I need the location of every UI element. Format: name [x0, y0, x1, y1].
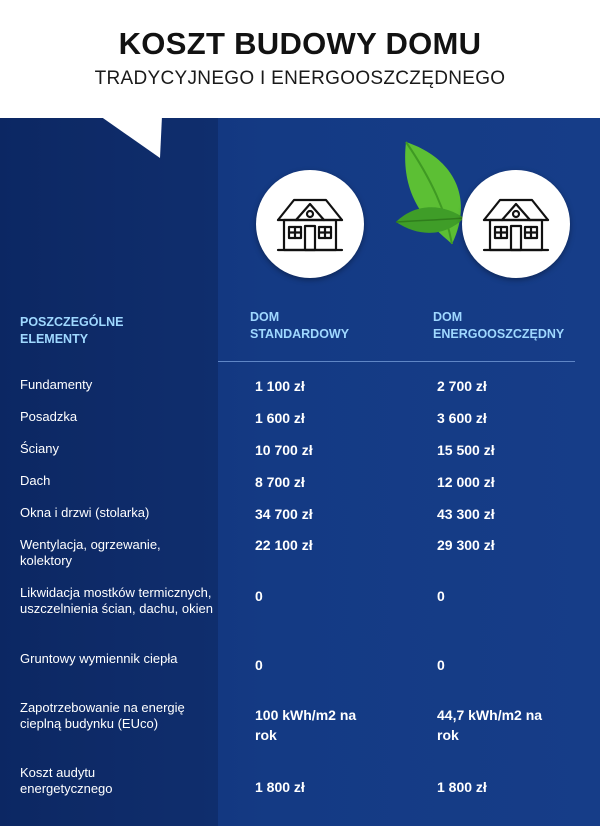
- value-standard: 1 600 zł: [255, 410, 305, 426]
- row-label: Gruntowy wymiennik ciepła: [20, 651, 178, 666]
- row-label: Posadzka: [20, 409, 78, 424]
- row-label: Ściany: [20, 441, 60, 456]
- header: [0, 0, 600, 118]
- row-label: Zapotrzebowanie na energię cieplną budynku (EUco): [20, 700, 185, 731]
- house-icon: [480, 192, 552, 256]
- value-eco: 0: [437, 657, 445, 673]
- column-header-standard: DOM STANDARDOWY: [250, 310, 350, 341]
- column-header-eco: DOM ENERGOOSZCZĘDNY: [433, 310, 565, 341]
- value-standard: 34 700 zł: [255, 506, 313, 522]
- value-eco: 29 300 zł: [437, 537, 495, 553]
- value-standard: 8 700 zł: [255, 474, 305, 490]
- house-icon-standard: [256, 170, 364, 278]
- value-standard: 100 kWh/m2 na rok: [255, 707, 357, 743]
- value-standard: 1 100 zł: [255, 378, 305, 394]
- value-eco: 1 800 zł: [437, 779, 487, 795]
- value-eco: 43 300 zł: [437, 506, 495, 522]
- row-label: Fundamenty: [20, 377, 93, 392]
- value-eco: 15 500 zł: [437, 442, 495, 458]
- house-icon-eco: [462, 170, 570, 278]
- column-header-elements: POSZCZEGÓLNE ELEMENTY: [20, 315, 124, 346]
- value-standard: 1 800 zł: [255, 779, 305, 795]
- house-icon: [274, 192, 346, 256]
- value-standard: 22 100 zł: [255, 537, 313, 553]
- speech-bubble-tail: [100, 116, 162, 158]
- value-standard: 0: [255, 588, 263, 604]
- row-label: Koszt audytu energetycznego: [20, 765, 113, 796]
- value-eco: 12 000 zł: [437, 474, 495, 490]
- row-label: Wentylacja, ogrzewanie, kolektory: [20, 537, 161, 568]
- value-eco: 44,7 kWh/m2 na rok: [437, 707, 543, 743]
- value-standard: 0: [255, 657, 263, 673]
- row-label: Dach: [20, 473, 51, 488]
- value-eco: 2 700 zł: [437, 378, 487, 394]
- page-title: KOSZT BUDOWY DOMU: [118, 26, 482, 61]
- row-label: Likwidacja mostków termicznych, uszczelnienia ścian, dachu, okien: [20, 585, 213, 616]
- value-eco: 3 600 zł: [437, 410, 487, 426]
- page-subtitle: TRADYCYJNEGO I ENERGOOSZCZĘDNEGO: [94, 68, 506, 89]
- value-standard: 10 700 zł: [255, 442, 313, 458]
- header-divider: [218, 361, 575, 362]
- value-eco: 0: [437, 588, 445, 604]
- leaf-icon: [392, 140, 472, 254]
- row-label: Okna i drzwi (stolarka): [20, 505, 150, 520]
